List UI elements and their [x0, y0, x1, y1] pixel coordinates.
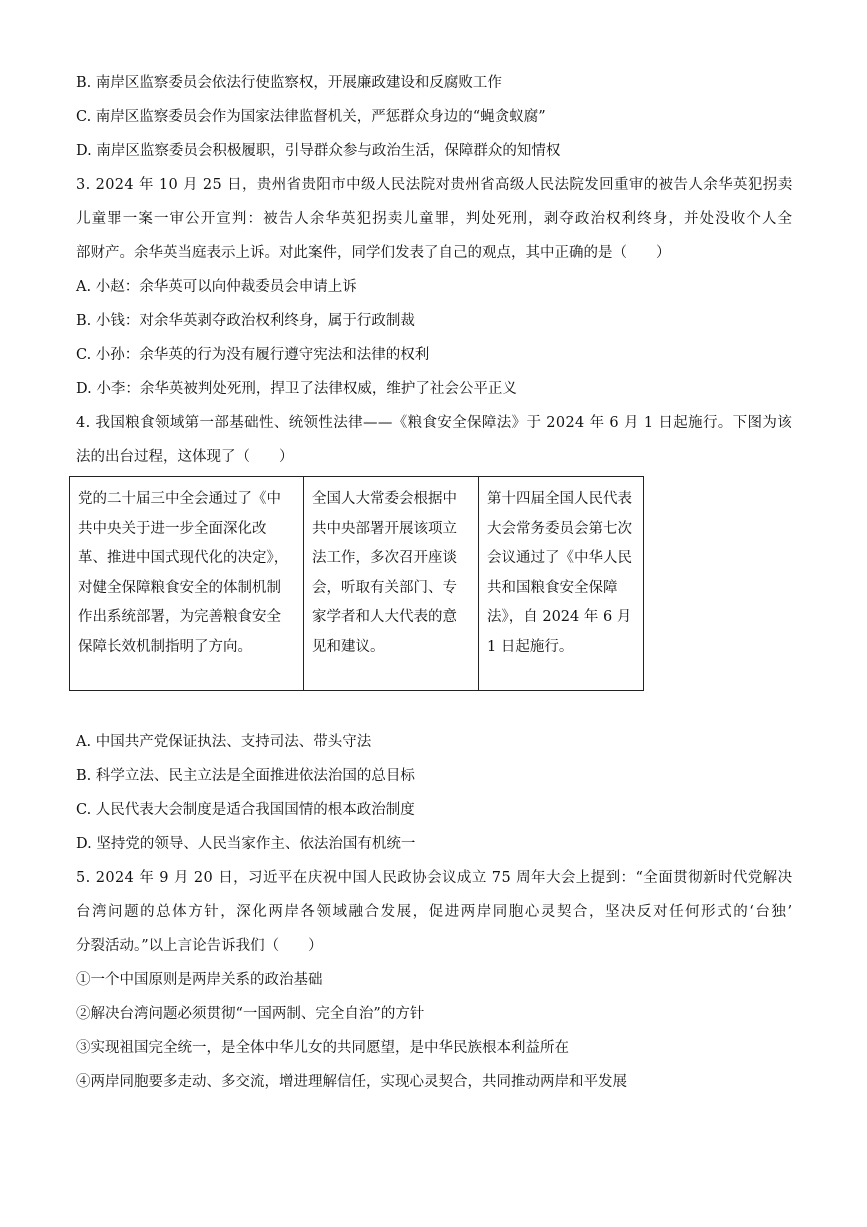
q5-item-3: ③实现祖国完全统一，是全体中华儿女的共同愿望，是中华民族根本利益所在 [76, 1040, 569, 1056]
q4-option-d: D. 坚持党的领导、人民当家作主、依法治国有机统一 [76, 836, 416, 852]
q5-stem-line-1: 5. 2024 年 9 月 20 日，习近平在庆祝中国人民政协会议成立 75 周年大会上提到：“全面贯彻新时代党解决 [76, 870, 793, 886]
q4-stem-line-2: 法的出台过程，这体现了（ ） [76, 449, 294, 465]
q3-stem-line-2: 儿童罪一案一审公开宣判：被告人余华英犯拐卖儿童罪，判处死刑，剥夺政治权利终身，并处没收个人全 [76, 211, 794, 227]
q3-option-c: C. 小孙：余华英的行为没有履行遵守宪法和法律的权利 [76, 347, 430, 363]
q5-item-4: ④两岸同胞要多走动、多交流，增进理解信任，实现心灵契合，共同推动两岸和平发展 [76, 1074, 627, 1090]
q5-stem-line-2: 台湾问题的总体方针，深化两岸各领域融合发展，促进两岸同胞心灵契合，坚决反对任何形式的‘台独’ [76, 904, 794, 920]
q3-stem-line-1: 3. 2024 年 10 月 25 日，贵州省贵阳市中级人民法院对贵州省高级人民法院发回重审的被告人余华英犯拐卖 [76, 177, 793, 193]
q4-option-c: C. 人民代表大会制度是适合我国国情的根本政治制度 [76, 802, 415, 818]
q3-option-b: B. 小钱：对余华英剥夺政治权利终身，属于行政制裁 [76, 313, 415, 329]
table-cell-npc-standing: 全国人大常委会根据中共中央部署开展该项立法工作，多次召开座谈会，听取有关部门、专家学者和人大代表的意见和建议。 [304, 477, 479, 691]
table-cell-plenary: 党的二十届三中全会通过了《中共中央关于进一步全面深化改革、推进中国式现代化的决定》，对健全保障粮食安全的体制机制作出系统部署，为完善粮食安全保障长效机制指明了方向。 [70, 477, 304, 691]
q2-option-c: C. 南岸区监察委员会作为国家法律监督机关，严惩群众身边的“蝇贪蚁腐” [76, 109, 546, 125]
q5-stem-line-3: 分裂活动。”以上言论告诉我们（ ） [76, 938, 323, 954]
q3-stem-line-3: 部财产。余华英当庭表示上诉。对此案件，同学们发表了自己的观点，其中正确的是（ ） [76, 245, 671, 261]
q2-option-b: B. 南岸区监察委员会依法行使监察权，开展廉政建设和反腐败工作 [76, 75, 502, 91]
q3-option-d: D. 小李：余华英被判处死刑，捍卫了法律权威，维护了社会公平正义 [76, 381, 517, 397]
table-cell-adoption: 第十四届全国人民代表大会常务委员会第七次会议通过了《中华人民共和国粮食安全保障法》，自 2024 年 6 月 1 日起施行。 [479, 477, 644, 691]
q4-option-b: B. 科学立法、民主立法是全面推进依法治国的总目标 [76, 768, 415, 784]
q2-option-d: D. 南岸区监察委员会积极履职，引导群众参与政治生活，保障群众的知情权 [76, 143, 561, 159]
q4-option-a: A. 中国共产党保证执法、支持司法、带头守法 [76, 734, 372, 750]
q3-option-a: A. 小赵：余华英可以向仲裁委员会申请上诉 [76, 279, 357, 295]
q5-item-2: ②解决台湾问题必须贯彻“一国两制、完全自治”的方针 [76, 1006, 425, 1022]
q5-item-1: ①一个中国原则是两岸关系的政治基础 [76, 972, 323, 988]
law-process-table [69, 476, 644, 691]
q4-stem-line-1: 4. 我国粮食领域第一部基础性、统领性法律——《粮食安全保障法》于 2024 年 6 月 1 日起施行。下图为该 [76, 415, 793, 431]
table-row [70, 477, 644, 691]
